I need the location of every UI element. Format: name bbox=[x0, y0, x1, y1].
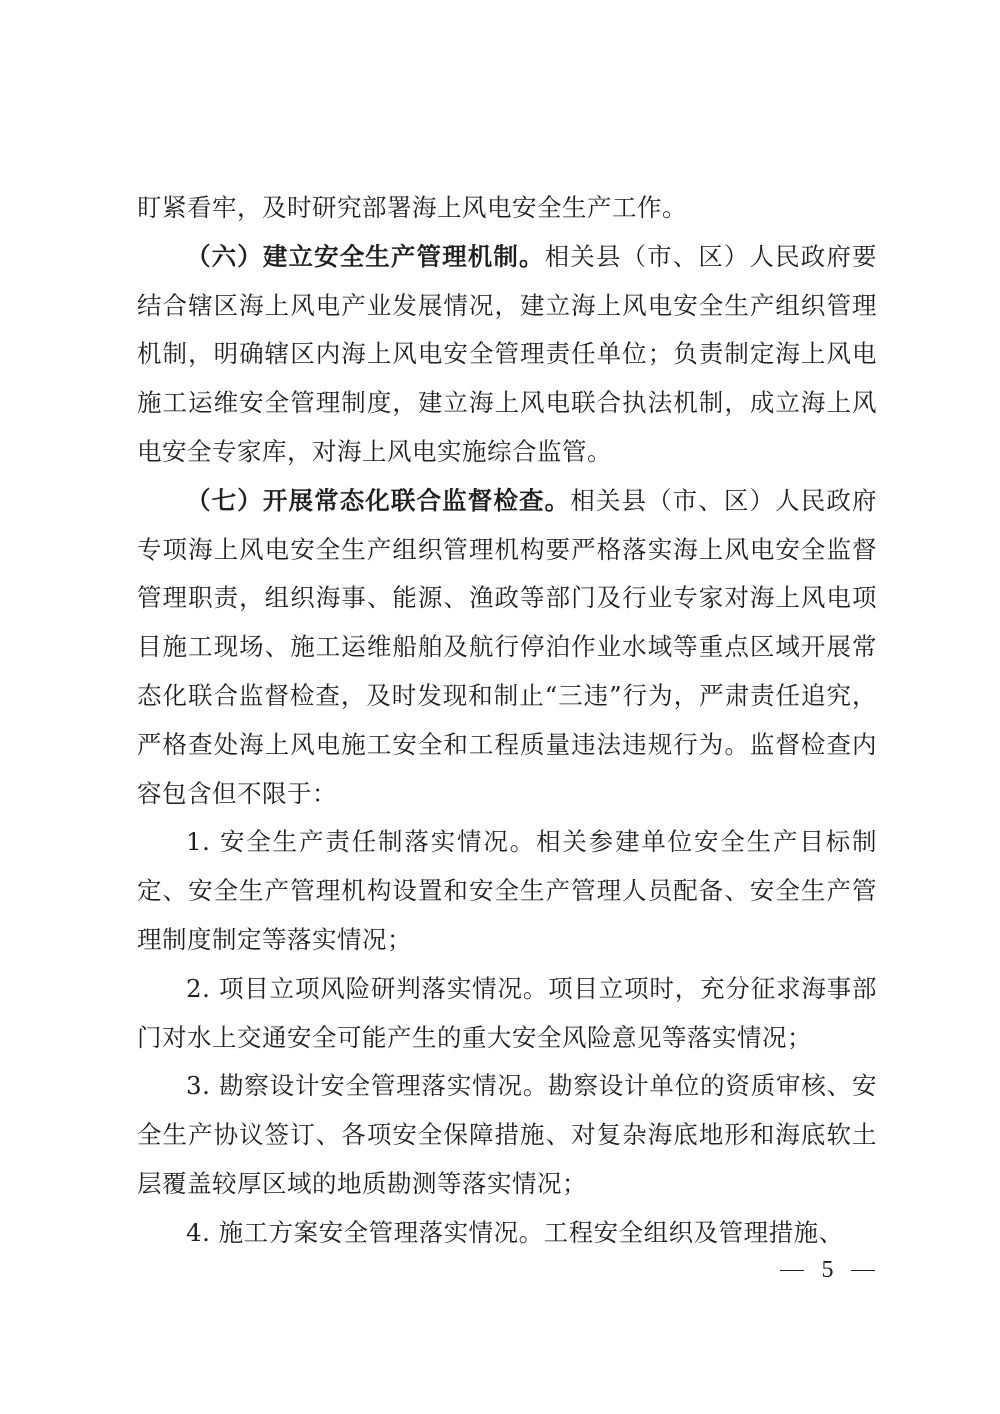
paragraph-text: 相关县（市、区）人民政府要结合辖区海上风电产业发展情况，建立海上风电安全生产组织管理机制，明确辖区内海上风电安全管理责任单位；负责制定海上风电施工运维安全管理制度，建立海上风电联合执法机制，成立海上风电安全专家库，对海上风电实施综合监管。 bbox=[137, 241, 878, 466]
page-number-dash-right bbox=[851, 1270, 875, 1272]
paragraph-heading: （七）开展常态化联合监督检查。 bbox=[186, 485, 571, 515]
paragraph-text: 盯紧看牢，及时研究部署海上风电安全生产工作。 bbox=[137, 193, 687, 222]
page-number: 5 bbox=[821, 1257, 834, 1283]
document-body bbox=[137, 184, 877, 1258]
paragraph-6 bbox=[137, 1209, 877, 1258]
paragraph-0 bbox=[137, 184, 877, 233]
paragraph-1 bbox=[137, 233, 877, 477]
paragraph-text: 2. 项目立项风险研判落实情况。项目立项时，充分征求海事部门对水上交通安全可能产生的重大安全风险意见等落实情况； bbox=[137, 973, 877, 1052]
paragraph-5 bbox=[137, 1062, 877, 1208]
paragraph-heading: （六）建立安全生产管理机制。 bbox=[186, 241, 545, 271]
paragraph-text: 4. 施工方案安全管理落实情况。工程安全组织及管理措施、 bbox=[186, 1217, 844, 1247]
paragraph-4 bbox=[137, 965, 877, 1063]
paragraph-3 bbox=[137, 818, 877, 964]
page-number-footer bbox=[780, 1257, 875, 1284]
paragraph-text: 相关县（市、区）人民政府专项海上风电安全生产组织管理机构要严格落实海上风电安全监督管理职责，组织海事、能源、渔政等部门及行业专家对海上风电项目施工现场、施工运维船舶及航行停泊作业水域等重点区域开展常态化联合监督检查，及时发现和制止“三违”行为，严肃责任追究，严格查处海上风电施工安全和工程质量违法违规行为。监督检查内容包含但不限于： bbox=[137, 485, 878, 808]
paragraph-text: 3. 勘察设计安全管理落实情况。勘察设计单位的资质审核、安全生产协议签订、各项安全保障措施、对复杂海底地形和海底软土层覆盖较厚区域的地质勘测等落实情况； bbox=[137, 1071, 877, 1198]
page-number-dash-left bbox=[780, 1270, 804, 1272]
paragraph-text: 1. 安全生产责任制落实情况。相关参建单位安全生产目标制定、安全生产管理机构设置和安全生产管理人员配备、安全生产管理制度制定等落实情况； bbox=[137, 827, 877, 954]
paragraph-2 bbox=[137, 477, 877, 819]
